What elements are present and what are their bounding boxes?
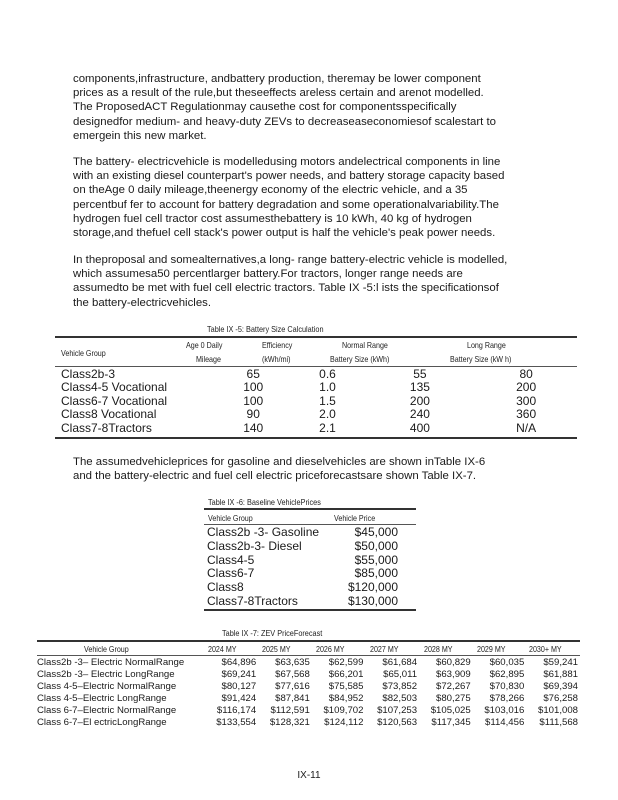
text-line: In theproposal and somealternatives,a long- range battery-electric vehicle is modelled, [73, 254, 508, 266]
table-cell: $91,424 [221, 693, 257, 704]
table-cell: $59,241 [543, 657, 578, 668]
table-cell: $124,112 [324, 717, 364, 728]
table-cell: 300 [516, 393, 537, 408]
text-line: The assumedvehicleprices for gasoline and dieselvehicles are shown inTable IX-6 [73, 456, 486, 468]
table7-header-2027: 2027 MY [370, 644, 399, 654]
table-cell: Class2b -3– Electric NormalRange [37, 657, 185, 668]
text-line: assumedto be met with fuel cell electric tractors. Table IX -5:l ists the specificationsof [73, 282, 499, 295]
table5-header-normal-sub: Battery Size (kWh) [330, 354, 390, 364]
table-cell: $101,008 [537, 705, 578, 716]
table6-header-vehicle-price: Vehicle Price [334, 513, 376, 523]
table5-header-long-sub: Battery Size (kW h) [450, 354, 512, 364]
table-cell: $63,635 [275, 657, 310, 668]
table-cell: $62,895 [489, 669, 525, 680]
table-cell: $45,000 [354, 525, 398, 539]
paragraph-3 [73, 253, 545, 310]
table-row [55, 422, 577, 435]
table6-top-rule [204, 508, 416, 510]
page-number: IX-11 [297, 770, 321, 781]
table-cell: Class 6-7–El ectricLongRange [37, 717, 167, 728]
table-cell: Class2b -3– Electric LongRange [37, 669, 175, 680]
table-row [55, 381, 577, 394]
table-cell: $69,394 [543, 681, 578, 692]
table-cell: $60,829 [436, 657, 471, 668]
text-line: designedfor medium- and heavy-duty ZEVs to decreaseaseconomiesof scalestart to [73, 115, 496, 128]
table-row [204, 540, 416, 554]
table-cell: $112,591 [270, 705, 310, 716]
table7-header-2026: 2026 MY [316, 644, 345, 654]
table7-caption: Table IX -7: ZEV PriceForecast [222, 628, 323, 638]
table5 [55, 368, 577, 435]
table-cell: 2.1 [319, 420, 336, 435]
table7-top-rule [37, 640, 580, 642]
table-cell: $84,952 [328, 693, 364, 704]
table-cell: $105,025 [430, 705, 471, 716]
table7-header-rule [37, 655, 580, 656]
table5-header-efficiency-unit: (kWh/mi) [262, 354, 291, 364]
table-row [204, 595, 416, 609]
text-line: hydrogen fuel cell tractor cost assumesthebattery is 10 kWh, 40 kg of hydrogen [73, 212, 472, 225]
table-cell: 0.6 [319, 367, 336, 381]
table5-caption: Table IX -5: Battery Size Calculation [207, 324, 324, 334]
table-cell: $80,127 [221, 681, 257, 692]
table-cell: $63,909 [436, 669, 471, 680]
table-cell: Class2b -3- Gasoline [207, 525, 320, 539]
table-cell: $61,881 [543, 669, 578, 680]
table-cell: $60,035 [489, 657, 525, 668]
table-row [37, 669, 580, 681]
table-cell: 1.5 [319, 393, 336, 408]
paragraph-1 [73, 72, 545, 143]
table-cell: 360 [516, 407, 537, 422]
table5-header-long-range: Long Range [467, 340, 506, 350]
table-cell: 400 [409, 420, 430, 435]
text-line: The battery- electricvehicle is modelledusing motors andelectrical components in line [73, 156, 501, 168]
table-cell: 200 [516, 380, 537, 395]
table5-top-rule [55, 336, 577, 338]
table-cell: $85,000 [354, 566, 398, 581]
table-cell: 80 [519, 367, 533, 381]
paragraph-2 [73, 155, 545, 240]
table-cell: 90 [246, 407, 260, 422]
text-line: components,infrastructure, andbattery production, theremay be lower component [73, 73, 481, 85]
table-cell: 55 [413, 367, 427, 381]
table-cell: $109,702 [323, 705, 364, 716]
table-cell: $120,563 [377, 717, 418, 728]
table-cell: $117,345 [431, 717, 471, 728]
table-cell: $69,241 [221, 669, 257, 680]
table-row [37, 717, 580, 729]
table-cell: 135 [409, 380, 430, 395]
table7-header-2028: 2028 MY [424, 644, 453, 654]
table-cell: $64,896 [221, 657, 257, 668]
table-cell: Class6-7 Vocational [61, 393, 168, 408]
table-cell: Class8 Vocational [61, 407, 157, 422]
table7-header-2030: 2030+ MY [529, 644, 562, 654]
table7-header-group: Vehicle Group [84, 644, 129, 654]
table-cell: $133,554 [216, 717, 257, 728]
table5-header-efficiency: Efficiency [262, 340, 293, 350]
table-row [55, 408, 577, 421]
table-cell: Class7-8Tractors [207, 593, 298, 608]
table-cell: $77,616 [275, 681, 310, 692]
table5-bottom-rule [55, 437, 577, 439]
text-line: with an existing diesel counterpart's power needs, and battery storage capacity based [73, 170, 505, 183]
table-cell: N/A [516, 420, 537, 435]
table-row [204, 554, 416, 568]
table-cell: $116,174 [216, 705, 257, 716]
text-line: The ProposedACT Regulationmay causethe cost for componentsspecifically [73, 101, 457, 114]
table-cell: Class4-5 [207, 552, 255, 567]
table-cell: $72,267 [436, 681, 471, 692]
table-cell: $70,830 [489, 681, 525, 692]
table-cell: Class 4-5–Electric LongRange [37, 693, 167, 704]
table-row [37, 657, 580, 669]
text-line: storage,and thefuel cell stack's power output is half the vehicle's peak power needs. [73, 227, 496, 240]
text-line: which assumesa50 percentlarger battery.For tractors, longer range needs are [73, 268, 463, 281]
table5-header-vehicle-group: Vehicle Group [61, 348, 106, 358]
table-cell: $66,201 [328, 669, 364, 680]
table-cell: $107,253 [377, 705, 418, 716]
table-row [55, 395, 577, 408]
table-cell: $82,503 [382, 693, 418, 704]
table-cell: $67,568 [275, 669, 310, 680]
table-cell: 140 [243, 420, 264, 435]
table-cell: $103,016 [484, 705, 525, 716]
table-row [204, 567, 416, 581]
table-cell: $87,841 [275, 693, 310, 704]
table-cell: $75,585 [328, 681, 364, 692]
table-cell: Class4-5 Vocational [61, 380, 168, 395]
table7-header-2025: 2025 MY [262, 644, 291, 654]
table-cell: 1.0 [319, 380, 336, 395]
table-cell: 100 [243, 380, 264, 395]
paragraph-4 [73, 455, 545, 483]
table-cell: 2.0 [319, 407, 336, 422]
table-cell: 200 [409, 393, 430, 408]
table-cell: $61,684 [382, 657, 418, 668]
table-row [204, 581, 416, 595]
text-line: and the battery-electric and fuel cell electric priceforecastsare shown Table IX-7. [73, 470, 477, 483]
table-cell: $62,599 [328, 657, 364, 668]
table-cell: $73,852 [382, 681, 418, 692]
table-cell: Class 6-7–Electric NormalRange [37, 705, 177, 716]
table6-caption: Table IX -6: Baseline VehiclePrices [208, 497, 321, 507]
table-cell: Class7-8Tractors [61, 420, 152, 435]
text-line: percentbuf fer to account for battery degradation and some operationalvariability.The [73, 198, 499, 211]
text-line: the battery-electricvehicles. [73, 296, 212, 309]
table7 [37, 657, 580, 729]
table-cell: $78,266 [489, 693, 525, 704]
table-cell: $50,000 [354, 538, 398, 553]
table-cell: Class6-7 [207, 566, 255, 581]
table-row [55, 368, 577, 381]
table-cell: 100 [243, 393, 264, 408]
table-cell: $111,568 [539, 717, 578, 728]
table-cell: Class8 [207, 580, 244, 595]
table6-bottom-rule [204, 609, 416, 611]
text-line: on theAge 0 daily mileage,theenergy economy of the electric vehicle, and a 35 [73, 184, 468, 197]
text-line: prices as a result of the rule,but theseeffects areless certain and arenot modelled. [73, 87, 484, 100]
table-cell: $114,456 [485, 717, 525, 728]
table-cell: $128,321 [269, 717, 310, 728]
table-cell: $130,000 [347, 593, 398, 608]
table7-header-2029: 2029 MY [477, 644, 506, 654]
table-cell: Class2b-3- Diesel [207, 538, 302, 553]
table6 [204, 526, 416, 609]
table5-header-rule [55, 366, 577, 367]
table-row [204, 526, 416, 540]
table5-header-mileage: Mileage [196, 354, 221, 364]
table-cell: Class 4-5–Electric NormalRange [37, 681, 177, 692]
table-cell: 65 [246, 367, 260, 381]
table-row [37, 693, 580, 705]
table-cell: $120,000 [347, 580, 398, 595]
table5-header-normal-range: Normal Range [342, 340, 388, 350]
table-cell: $65,011 [383, 669, 418, 680]
table-cell: 240 [409, 407, 430, 422]
table-row [37, 681, 580, 693]
text-line: emergein this new market. [73, 129, 207, 142]
table-cell: Class2b-3 [61, 367, 116, 381]
table7-header-2024: 2024 MY [208, 644, 237, 654]
table-row [37, 705, 580, 717]
table5-header-age: Age 0 Daily [186, 340, 223, 350]
table6-header-vehicle-group: Vehicle Group [208, 513, 253, 523]
table-cell: $80,275 [436, 693, 471, 704]
table-cell: $76,258 [543, 693, 578, 704]
table-cell: $55,000 [354, 552, 398, 567]
